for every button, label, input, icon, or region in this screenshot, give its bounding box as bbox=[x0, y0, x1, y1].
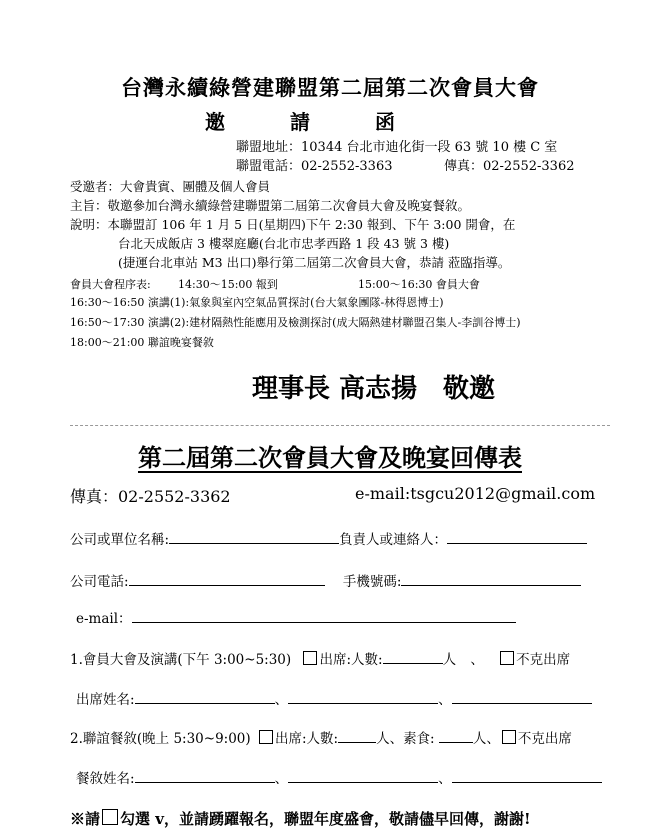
alliance-fax: 傳真：02-2552-3362 bbox=[444, 159, 575, 174]
dinner-name-1-input[interactable] bbox=[135, 769, 275, 783]
company-phone-label: 公司電話: bbox=[70, 574, 129, 590]
q2-label: 2.聯誼餐敘(晚上 5:30~9:00) bbox=[70, 731, 251, 747]
description-line-2: 台北天成飯店 3 樓翠庭廳(台北市忠孝西路 1 段 43 號 3 樓) bbox=[118, 236, 450, 251]
dinner-names-label: 餐敘姓名: bbox=[76, 771, 135, 787]
footer-post: 勾選 v，並請踴躍報名，聯盟年度盛會，敬請儘早回傳，謝謝! bbox=[120, 810, 531, 828]
q2-count-input[interactable] bbox=[338, 729, 376, 743]
company-input[interactable] bbox=[169, 530, 339, 544]
q2-veg-unit: 人 bbox=[472, 731, 487, 747]
q1-sep: 、 bbox=[470, 652, 484, 668]
q1-absent-label: 不克出席 bbox=[516, 652, 571, 668]
alliance-phone: 聯盟電話：02-2552-3363 bbox=[236, 159, 393, 174]
attendee-names-row bbox=[76, 688, 592, 708]
attendee-sep-2: 、 bbox=[438, 692, 452, 708]
agenda-item-2: 15:00～16:30 會員大會 bbox=[358, 278, 480, 291]
signature: 理事長 高志揚 敬邀 bbox=[252, 374, 496, 404]
q1-absent-checkbox[interactable] bbox=[500, 651, 514, 665]
company-row bbox=[70, 528, 587, 548]
q2-absent-checkbox[interactable] bbox=[502, 730, 516, 744]
email-label: e-mail： bbox=[76, 611, 132, 627]
reply-form-title: 第二屆第二次會員大會及晚宴回傳表 bbox=[138, 443, 522, 472]
description-line-3: (捷運台北車站 M3 出口)舉行第二屆第二次會員大會，恭請 蒞臨指導。 bbox=[118, 255, 511, 270]
divider bbox=[70, 425, 610, 426]
q1-row bbox=[70, 648, 570, 668]
invitation-title: 台灣永續綠營建聯盟第二屆第二次會員大會 bbox=[121, 75, 539, 100]
dinner-name-2-input[interactable] bbox=[288, 769, 438, 783]
phone-row bbox=[70, 570, 581, 590]
invitees: 受邀者：大會貴賓、團體及個人會員 bbox=[70, 179, 271, 194]
mobile-label: 手機號碼: bbox=[342, 574, 402, 590]
dinner-sep-1: 、 bbox=[274, 771, 289, 787]
attendee-names-label: 出席姓名: bbox=[76, 692, 135, 708]
mobile-input[interactable] bbox=[401, 572, 581, 586]
company-phone-input[interactable] bbox=[129, 572, 325, 586]
vegetarian-label: 素食: bbox=[403, 731, 435, 747]
dinner-sep-2: 、 bbox=[438, 771, 452, 787]
vegetarian-count-input[interactable] bbox=[439, 729, 473, 743]
attendee-name-3-input[interactable] bbox=[452, 690, 592, 704]
description-line-1: 說明：本聯盟訂 106 年 1 月 5 日(星期四)下午 2:30 報到、下午 3:00 開會，在 bbox=[70, 217, 516, 232]
attendee-sep-1: 、 bbox=[274, 692, 289, 708]
contact-label: 負責人或連絡人： bbox=[339, 532, 448, 548]
attendee-name-1-input[interactable] bbox=[135, 690, 275, 704]
q2-sep-2: 、 bbox=[486, 731, 500, 747]
company-label: 公司或單位名稱: bbox=[70, 532, 170, 548]
q1-attend-label: 出席:人數: bbox=[319, 652, 383, 668]
email-input[interactable] bbox=[132, 609, 516, 623]
q2-row bbox=[70, 727, 572, 747]
q1-label: 1.會員大會及演講(下午 3:00~5:30) bbox=[70, 652, 292, 668]
footer-pre: ※請 bbox=[70, 810, 101, 828]
contact-input[interactable] bbox=[447, 530, 587, 544]
dinner-names-row bbox=[76, 767, 602, 787]
footer-note bbox=[70, 808, 531, 829]
attendee-name-2-input[interactable] bbox=[288, 690, 438, 704]
q1-attend-checkbox[interactable] bbox=[303, 651, 317, 665]
q2-attend-checkbox[interactable] bbox=[259, 730, 273, 744]
subject: 主旨：敬邀參加台灣永續綠營建聯盟第二屆第二次會員大會及晚宴餐敘。 bbox=[70, 198, 471, 213]
q2-person-unit: 人 bbox=[376, 731, 390, 747]
agenda-item-3: 16:30～16:50 演講(1):氣象與室內空氣品質探討(台大氣象團隊-林得恩博士) bbox=[70, 296, 444, 309]
agenda-item-1: 14:30～15:00 報到 bbox=[178, 278, 278, 291]
invite-char-1: 邀 bbox=[205, 110, 225, 134]
agenda-label: 會員大會程序表: bbox=[70, 278, 151, 291]
reply-email: e-mail:tsgcu2012@gmail.com bbox=[355, 484, 596, 503]
email-row bbox=[76, 607, 516, 627]
q1-person-unit: 人 bbox=[442, 652, 457, 668]
q2-sep-1: 、 bbox=[389, 731, 404, 747]
invite-char-2: 請 bbox=[290, 110, 310, 134]
alliance-address: 聯盟地址：10344 台北市迪化街一段 63 號 10 樓 C 室 bbox=[236, 140, 558, 155]
agenda-item-5: 18:00～21:00 聯誼晚宴餐敘 bbox=[70, 336, 214, 349]
footer-checkbox-sample bbox=[102, 809, 118, 825]
reply-fax: 傳真：02-2552-3362 bbox=[70, 487, 231, 506]
q1-count-input[interactable] bbox=[383, 650, 443, 664]
agenda-item-4: 16:50～17:30 演講(2):建材隔熱性能應用及檢測探討(成大隔熱建材聯盟召集人-李訓谷博士) bbox=[70, 316, 521, 329]
q2-attend-label: 出席:人數: bbox=[274, 731, 339, 747]
dinner-name-3-input[interactable] bbox=[452, 769, 602, 783]
invite-char-3: 函 bbox=[375, 110, 395, 134]
q2-absent-label: 不克出席 bbox=[517, 731, 572, 747]
